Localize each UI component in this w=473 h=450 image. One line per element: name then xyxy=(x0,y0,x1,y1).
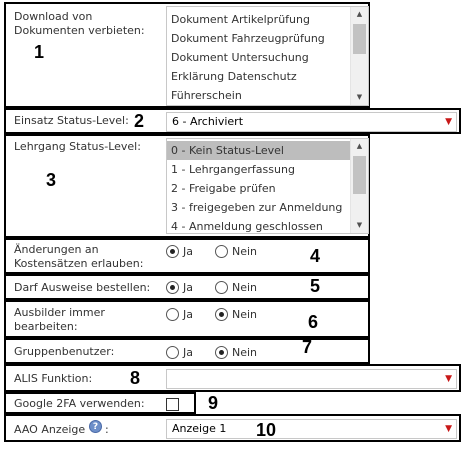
ausweise-yes-label: Ja xyxy=(183,281,193,294)
scroll-down-icon[interactable]: ▼ xyxy=(356,221,363,229)
ausweise-radio-yes[interactable] xyxy=(166,281,179,294)
aao-label xyxy=(14,423,85,437)
chevron-down-icon[interactable]: ▼ xyxy=(445,424,452,434)
annotation-number-8: 8 xyxy=(130,368,141,388)
scroll-down-icon[interactable]: ▼ xyxy=(356,93,363,101)
ausweise-no-label: Nein xyxy=(232,281,258,294)
annotation-number-5: 5 xyxy=(310,276,321,296)
annotation-number-10: 10 xyxy=(256,420,277,440)
list-item[interactable]: 3 - freigegeben zur Anmeldung xyxy=(171,201,343,214)
lehrgang-status-row xyxy=(4,134,370,238)
gruppenbenutzer-row xyxy=(4,338,370,364)
annotation-number-2: 2 xyxy=(134,111,145,131)
ausweise-radio-no[interactable] xyxy=(215,281,228,294)
annotation-number-3: 3 xyxy=(46,170,57,190)
list-item-selected[interactable]: 0 - Kein Status-Level xyxy=(167,141,351,160)
annotation-number-4: 4 xyxy=(310,246,321,266)
list-item[interactable]: 4 - Anmeldung geschlossen xyxy=(171,220,323,233)
scroll-up-icon[interactable]: ▲ xyxy=(356,10,363,18)
download-block-scrollbar[interactable] xyxy=(350,7,368,105)
aao-value: Anzeige 1 xyxy=(172,422,227,435)
ausbilder-radio-yes[interactable] xyxy=(166,308,179,321)
chevron-down-icon[interactable]: ▼ xyxy=(445,117,452,127)
kosten-label-line2: Kostensätzen erlauben: xyxy=(14,257,144,270)
download-block-label xyxy=(14,10,145,38)
aao-row xyxy=(4,414,461,442)
kosten-radio-yes[interactable] xyxy=(166,245,179,258)
ausbilder-label xyxy=(14,306,105,334)
ausweise-label: Darf Ausweise bestellen: xyxy=(14,281,151,294)
kosten-label-line1: Änderungen an xyxy=(14,243,99,256)
google2fa-checkbox[interactable] xyxy=(166,398,179,411)
ausbilder-radio-no[interactable] xyxy=(215,308,228,321)
download-block-row xyxy=(4,2,370,108)
einsatz-status-select[interactable] xyxy=(166,112,457,132)
annotation-number-9: 9 xyxy=(208,393,219,413)
kosten-no-label: Nein xyxy=(232,245,258,258)
kosten-yes-label: Ja xyxy=(183,245,193,258)
list-item[interactable]: Dokument Fahrzeugprüfung xyxy=(171,32,325,45)
alis-label: ALIS Funktion: xyxy=(14,372,93,385)
kosten-radio-no[interactable] xyxy=(215,245,228,258)
ausbilder-row xyxy=(4,300,370,338)
ausbilder-label-line2: bearbeiten: xyxy=(14,320,78,333)
kosten-label xyxy=(14,243,143,271)
annotation-number-7: 7 xyxy=(302,337,313,357)
gruppenbenutzer-label: Gruppenbenutzer: xyxy=(14,345,115,358)
download-block-label-line1: Download von xyxy=(14,10,93,23)
lehrgang-status-scrollbar[interactable] xyxy=(350,139,368,233)
annotation-number-6: 6 xyxy=(308,312,319,332)
list-item[interactable]: 2 - Freigabe prüfen xyxy=(171,182,276,195)
scrollbar-thumb[interactable] xyxy=(353,156,366,194)
ausweise-row xyxy=(4,274,370,300)
list-item[interactable]: Führerschein xyxy=(171,89,242,102)
scrollbar-thumb[interactable] xyxy=(353,24,366,54)
gruppenbenutzer-yes-label: Ja xyxy=(183,346,193,359)
gruppenbenutzer-radio-yes[interactable] xyxy=(166,346,179,359)
gruppenbenutzer-radio-no[interactable] xyxy=(215,346,228,359)
alis-select[interactable] xyxy=(166,369,457,389)
google2fa-label: Google 2FA verwenden: xyxy=(14,397,145,410)
aao-label-suffix: : xyxy=(105,423,109,436)
kosten-row xyxy=(4,238,370,274)
einsatz-status-row xyxy=(4,108,461,134)
ausbilder-yes-label: Ja xyxy=(183,308,193,321)
list-item[interactable]: Dokument Untersuchung xyxy=(171,51,309,64)
help-icon[interactable]: ? xyxy=(89,420,102,433)
einsatz-status-label: Einsatz Status-Level: xyxy=(14,114,129,127)
google2fa-row xyxy=(4,392,196,414)
lehrgang-status-label: Lehrgang Status-Level: xyxy=(14,140,141,153)
download-block-label-line2: Dokumenten verbieten: xyxy=(14,24,145,37)
einsatz-status-value: 6 - Archiviert xyxy=(172,115,244,128)
list-item[interactable]: Erklärung Datenschutz xyxy=(171,70,297,83)
ausbilder-label-line1: Ausbilder immer xyxy=(14,306,105,319)
aao-select[interactable] xyxy=(166,419,457,439)
ausbilder-no-label: Nein xyxy=(232,308,258,321)
download-block-listbox[interactable] xyxy=(166,6,369,106)
alis-row xyxy=(4,364,461,392)
list-item[interactable]: Dokument Artikelprüfung xyxy=(171,13,310,26)
list-item[interactable]: 1 - Lehrgangerfassung xyxy=(171,163,295,176)
aao-label-text: AAO Anzeige xyxy=(14,423,86,436)
lehrgang-status-listbox[interactable] xyxy=(166,138,369,234)
annotation-number-1: 1 xyxy=(34,42,45,62)
gruppenbenutzer-no-label: Nein xyxy=(232,346,258,359)
chevron-down-icon[interactable]: ▼ xyxy=(445,374,452,384)
scroll-up-icon[interactable]: ▲ xyxy=(356,142,363,150)
